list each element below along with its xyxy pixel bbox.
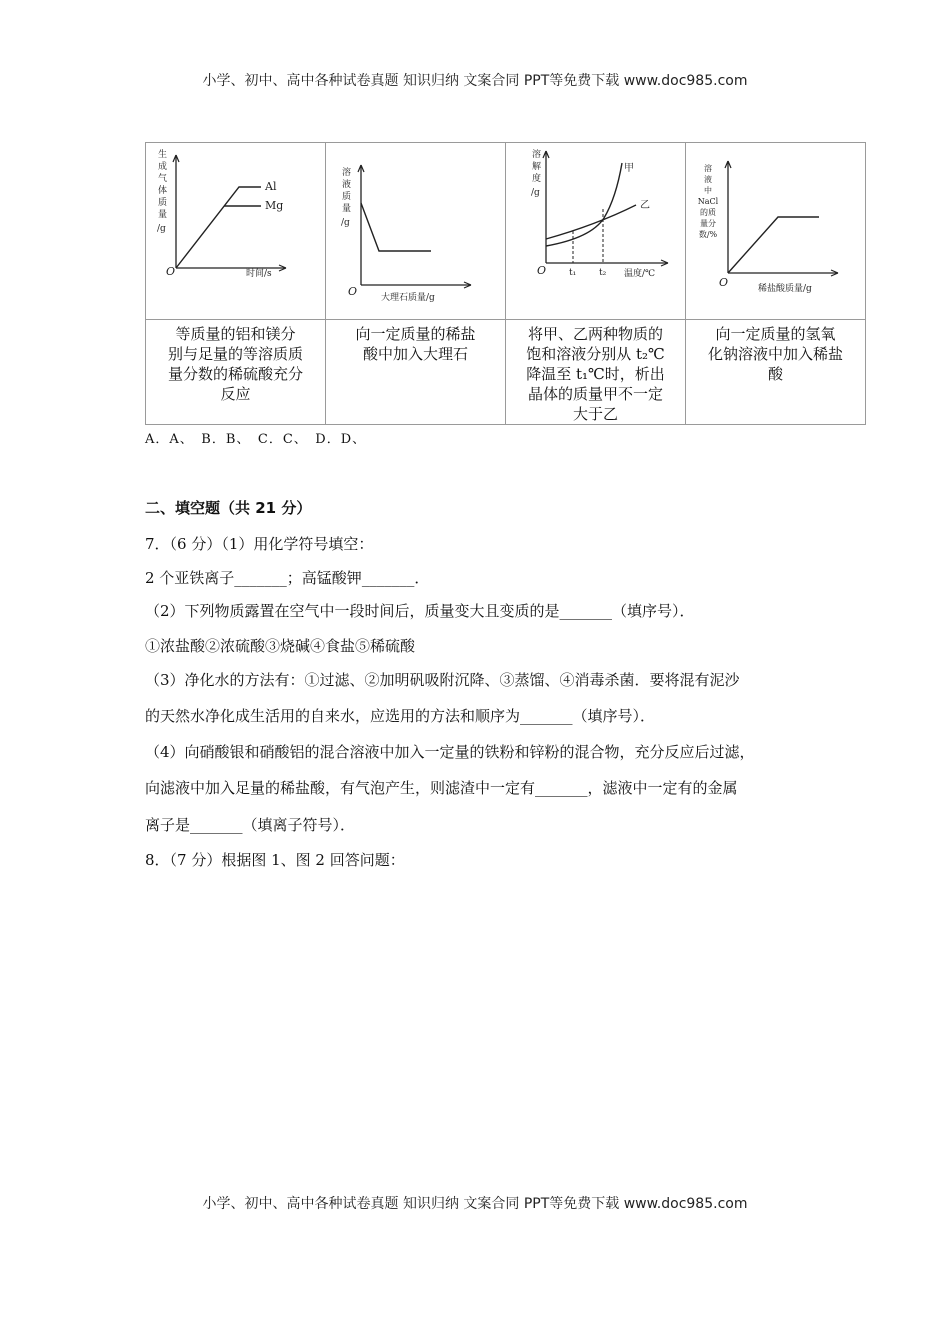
ylabel-char: 液: [342, 180, 352, 190]
xlabel: 稀盐酸质量/g: [758, 284, 812, 294]
question-line: 的天然水净化成生活用的自来水，应选用的方法和顺序为_______（填序号）．: [145, 707, 656, 725]
origin-label: O: [537, 264, 547, 277]
question-line: 7．（6 分）（1）用化学符号填空：: [145, 535, 374, 553]
ylabel-char: 体: [158, 186, 168, 196]
graph-cell-a: [146, 143, 326, 320]
xlabel: 大理石质量/g: [381, 293, 435, 303]
graph-c-svg: [506, 143, 685, 319]
series-line-al: [176, 187, 261, 268]
caption-line: 将甲、乙两种物质的: [527, 325, 663, 343]
ylabel-char: /g: [531, 188, 540, 198]
ylabel-char: 量分: [700, 219, 716, 228]
graph-d-svg: [686, 143, 865, 319]
ylabel-char: NaCl: [697, 197, 719, 206]
page-footer: 小学、初中、高中各种试卷真题 知识归纳 文案合同 PPT等免费下载 www.doc985.com: [202, 1196, 748, 1212]
series-label-mg: Mg: [265, 199, 284, 212]
graph-cell-c: [506, 143, 686, 320]
xlabel: 温度/℃: [624, 269, 656, 279]
series-label-al: Al: [265, 180, 277, 193]
ylabel-char: /g: [157, 224, 166, 234]
curve-yi: [546, 205, 636, 239]
ylabel-char: 数/%: [698, 230, 718, 239]
solution-mass-line: [361, 203, 431, 251]
caption-line: 降温至 t₁℃时，析出: [526, 365, 665, 383]
caption-cell-a: [146, 320, 326, 425]
curve-jia: [546, 163, 622, 246]
question-line: （2）下列物质露置在空气中一段时间后，质量变大且变质的是_______（填序号）．: [145, 602, 695, 620]
answer-choices: A．A、 B．B、 C．C、 D．D、: [145, 432, 367, 447]
origin-label: O: [348, 285, 358, 298]
series-label-yi: 乙: [640, 200, 650, 211]
caption-cell-d: [686, 320, 866, 425]
ylabel-char: 解: [532, 162, 542, 172]
caption-line: 反应: [220, 385, 251, 403]
caption-line: 酸中加入大理石: [362, 345, 468, 363]
caption-line: 向一定质量的稀盐: [355, 325, 476, 343]
origin-label: O: [719, 276, 729, 289]
caption-line: 量分数的稀硫酸充分: [167, 365, 303, 383]
ylabel-char: 气: [158, 174, 168, 184]
ylabel-char: 溶: [342, 168, 352, 178]
question-line: 向滤液中加入足量的稀盐酸，有气泡产生，则滤渣中一定有_______，滤液中一定有的金属: [145, 779, 738, 797]
ylabel-char: 溶: [704, 164, 712, 173]
caption-line: 向一定质量的氢氧: [715, 325, 836, 343]
caption-line: 饱和溶液分别从 t₂℃: [526, 345, 665, 363]
question-line: （3）净化水的方法有：①过滤、②加明矾吸附沉降、③蒸馏、④消毒杀菌．要将混有泥沙: [145, 671, 740, 689]
tick-t1: t₁: [569, 268, 577, 278]
caption-cell-c: [506, 320, 686, 425]
ylabel-char: 量: [158, 210, 168, 220]
graph-a-svg: [146, 143, 325, 319]
caption-line: 别与足量的等溶质质: [167, 345, 303, 363]
ylabel-char: 量: [342, 204, 352, 214]
ylabel-char: 度: [532, 174, 542, 184]
caption-line: 等质量的铝和镁分: [175, 325, 296, 343]
ylabel-char: 溶: [532, 150, 542, 160]
graph-b-svg: [326, 143, 505, 319]
series-label-jia: 甲: [624, 163, 634, 174]
ylabel-char: 中: [704, 186, 712, 195]
tick-t2: t₂: [599, 268, 607, 278]
ylabel-char: 成: [158, 162, 168, 172]
question-line: ①浓盐酸②浓硫酸③烧碱④食盐⑤稀硫酸: [145, 637, 416, 655]
ylabel-char: 液: [704, 175, 712, 184]
graph-cell-d: [686, 143, 866, 320]
origin-label: O: [166, 265, 176, 278]
page-header: 小学、初中、高中各种试卷真题 知识归纳 文案合同 PPT等免费下载 www.doc985.com: [202, 73, 748, 89]
question-line: 8．（7 分）根据图 1、图 2 回答问题：: [145, 851, 405, 869]
xlabel: 时间/s: [246, 269, 272, 279]
question-line: 2 个亚铁离子_______；高锰酸钾_______．: [145, 569, 430, 587]
q6-graph-table: [145, 142, 866, 425]
ylabel-char: 生: [158, 150, 168, 160]
caption-line: 晶体的质量甲不一定: [527, 385, 663, 403]
ylabel-char: /g: [341, 218, 350, 228]
nacl-fraction-line: [728, 217, 819, 273]
caption-line: 化钠溶液中加入稀盐: [707, 345, 843, 363]
question-line: （4）向硝酸银和硝酸铝的混合溶液中加入一定量的铁粉和锌粉的混合物，充分反应后过滤，: [145, 743, 755, 761]
graph-cell-b: [326, 143, 506, 320]
ylabel-char: 质: [158, 198, 168, 208]
caption-line: 酸: [767, 365, 783, 383]
ylabel-char: 的质: [700, 208, 716, 217]
caption-cell-b: [326, 320, 506, 425]
question-line: 离子是_______（填离子符号）．: [145, 816, 356, 834]
section-title: 二、填空题（共 21 分）: [145, 499, 312, 517]
ylabel-char: 质: [342, 192, 352, 202]
caption-line: 大于乙: [572, 405, 618, 423]
